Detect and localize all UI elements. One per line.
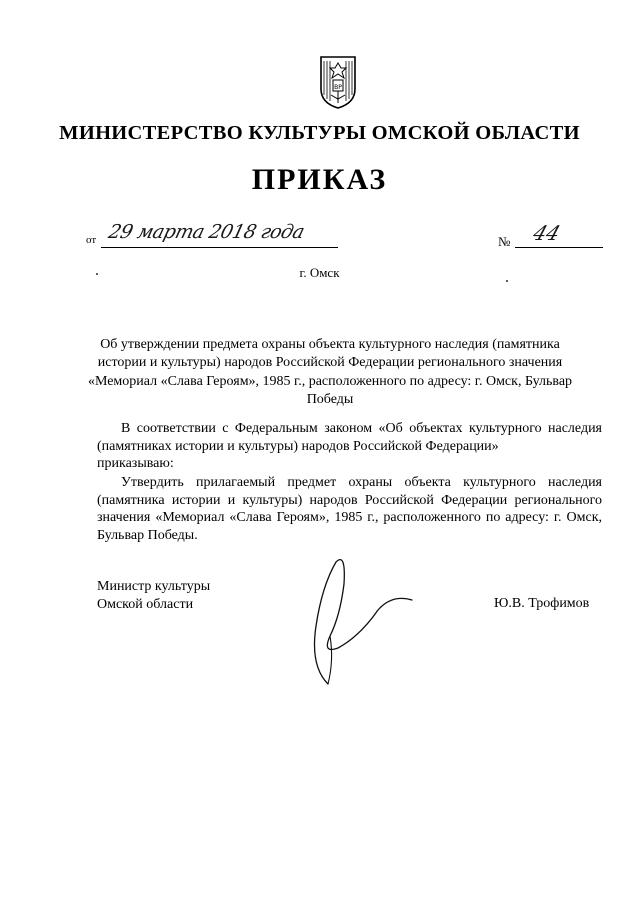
signatory-title-line1: Министр культуры: [97, 579, 211, 594]
order-subject: Об утверждении предмета охраны объекта культурного наследия (памятника истории и культуры) народов Российской Федерации регионального значения «Мемориал «Слава Героям», 1985 г., расположенного по адресу: г. Омск, Бульвар Победы: [87, 337, 573, 408]
signatory-name: Ю.В. Трофимов: [494, 596, 590, 611]
scan-speck: [506, 280, 508, 282]
order-item: Утвердить прилагаемый предмет охраны объекта культурного наследия (памятника истории и культуры) народов Российской Федерации регионального значения «Мемориал «Слава Героям», 1985 г., расположенного по адресу: г. Омск, Бульвар Победы.: [97, 475, 602, 543]
ministry-name: МИНИСТЕРСТВО КУЛЬТУРЫ ОМСКОЙ ОБЛАСТИ: [59, 122, 580, 144]
date-prefix: от: [86, 234, 97, 246]
signatory-title-line2: Омской области: [97, 596, 194, 612]
legal-basis-text: В соответствии с Федеральным законом «Об объектах культурного наследия (памятниках истории и культуры) народов Российской Федерации»: [97, 421, 602, 454]
number-label: №: [498, 234, 511, 249]
scan-speck: [96, 273, 98, 275]
legal-basis: [97, 420, 602, 473]
order-word: приказываю:: [97, 456, 174, 472]
issue-city: г. Омск: [299, 265, 340, 280]
handwritten-number: 44: [530, 221, 564, 245]
date-underline: [101, 247, 338, 248]
coat-of-arms-icon: [318, 55, 358, 110]
document-type-title: ПРИКАЗ: [251, 163, 388, 196]
svg-text:ВР: ВР: [334, 84, 342, 91]
signatory-title: [97, 578, 210, 613]
signature-icon: [300, 556, 420, 691]
number-underline: [515, 247, 603, 248]
handwritten-date: 29 марта 2018 года: [106, 221, 307, 243]
